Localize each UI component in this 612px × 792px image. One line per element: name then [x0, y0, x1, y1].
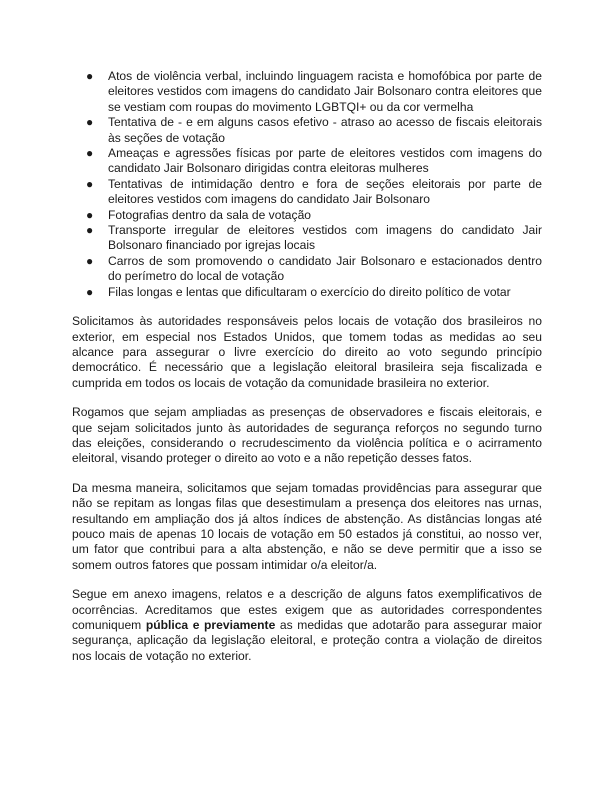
bullet-icon: ●: [86, 69, 94, 83]
list-item: [72, 146, 542, 177]
list-item: [72, 208, 542, 223]
list-item-text: Atos de violência verbal, incluindo linguagem racista e homofóbica por parte de eleitores vestidos com imagens do candidato Jair Bolsonaro contra eleitores que se vestiam com roupas do movimento LGBTQI+ ou da cor vermelha: [108, 69, 542, 114]
list-item-text: Tentativas de intimidação dentro e fora de seções eleitorais por parte de eleitores vestidos com imagens do candidato Jair Bolsonaro: [108, 176, 542, 207]
incident-list: [72, 69, 542, 300]
paragraph-text: Segue em anexo imagens, relatos e a descrição de alguns fatos exemplificativos de ocorrências. Acreditamos que estes exigem que as autoridades correspondentes comuniquem: [72, 587, 542, 632]
list-item: [72, 69, 542, 115]
list-item-text: Filas longas e lentas que dificultaram o exercício do direito político de votar: [108, 284, 511, 299]
emphasis-text: pública e previamente: [145, 618, 276, 632]
bullet-icon: ●: [86, 223, 94, 238]
bullet-icon: ●: [86, 115, 94, 130]
list-item: [72, 285, 542, 300]
list-item: [72, 177, 542, 208]
paragraph-observers: Rogamos que sejam ampliadas as presenças de observadores e fiscais eleitorais, e que sejam solicitados junto às autoridades de segurança reforços no segundo turno das eleições, considerando o recrudescimento da violência política e o acirramento eleitoral, visando proteger o direito ao voto e a não repetição desses fatos.: [72, 405, 542, 466]
list-item: [72, 223, 542, 254]
bullet-icon: ●: [86, 284, 94, 299]
list-item: [72, 254, 542, 285]
list-item-text: Transporte irregular de eleitores vestidos com imagens do candidato Jair Bolsonaro financiado por igrejas locais: [108, 223, 542, 253]
bullet-icon: ●: [86, 146, 94, 161]
list-item-text: Ameaças e agressões físicas por parte de eleitores vestidos com imagens do candidato Jair Bolsonaro dirigidas contra eleitoras mulheres: [108, 146, 542, 176]
list-item-text: Carros de som promovendo o candidato Jair Bolsonaro e estacionados dentro do perímetro do local de votação: [108, 253, 542, 284]
list-item: [72, 115, 542, 146]
bullet-icon: ●: [86, 207, 94, 222]
paragraph-request-authorities: Solicitamos às autoridades responsáveis pelos locais de votação dos brasileiros no exterior, em especial nos Estados Unidos, que tomem todas as medidas ao seu alcance para assegurar o livre exercício do direito ao voto segundo princípio democrático. É necessário que a legislação eleitoral brasileira seja fiscalizada e cumprida em todos os locais de votação da comunidade brasileira no exterior.: [72, 314, 542, 390]
bullet-icon: ●: [86, 176, 94, 191]
paragraph-long-lines: Da mesma maneira, solicitamos que sejam tomadas providências para assegurar que não se repitam as longas filas que desestimulam a presença dos eleitores nas urnas, resultando em ampliação dos já altos índices de abstenção. As distâncias longas até pouco mais de apenas 10 locais de votação em 50 estados já constitui, ao nosso ver, um fator que contribui para a alta abstenção, e não se deve permitir que a isso se somem outros fatores que possam intimidar o/a eleitor/a.: [72, 480, 542, 572]
list-item-text: Tentativa de - e em alguns casos efetivo - atraso ao acesso de fiscais eleitorais às seções de votação: [108, 115, 542, 145]
list-item-text: Fotografias dentro da sala de votação: [108, 207, 312, 222]
paragraph-text: as medidas que adotarão para assegurar maior segurança, aplicação da legislação eleitoral, e proteção contra a violação de direitos nos locais de votação no exterior.: [72, 618, 542, 663]
paragraph-attachments: [72, 587, 542, 664]
bullet-icon: ●: [86, 253, 94, 268]
